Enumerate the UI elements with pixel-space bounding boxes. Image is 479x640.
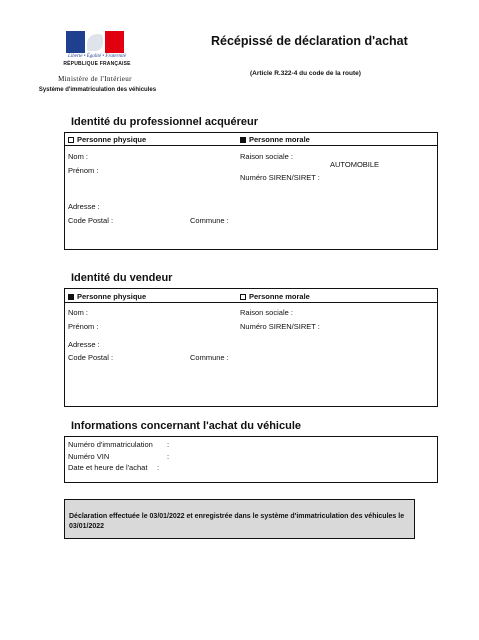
vehicle-registration-label: Numéro d'immatriculation	[68, 440, 153, 449]
buyer-city-label: Commune :	[190, 216, 229, 225]
seller-firstname-label: Prénom :	[68, 322, 99, 331]
vehicle-datetime-label: Date et heure de l'achat	[68, 463, 148, 472]
seller-name-label: Nom :	[68, 308, 89, 317]
checkbox-checked-icon[interactable]	[240, 137, 246, 143]
buyer-company-label: Raison sociale :	[240, 152, 293, 161]
buyer-postal-label: Code Postal :	[68, 216, 114, 225]
vehicle-vin-label: Numéro VIN	[68, 452, 110, 461]
document-title: Récépissé de déclaration d'achat	[211, 34, 408, 48]
checkbox-checked-icon[interactable]	[68, 294, 74, 300]
buyer-name-label: Nom :	[68, 152, 89, 161]
checkbox-unchecked-icon[interactable]	[240, 294, 246, 300]
vehicle-vin-colon: :	[167, 452, 170, 461]
checkbox-unchecked-icon[interactable]	[68, 137, 74, 143]
buyer-section-title: Identité du professionnel acquéreur	[71, 116, 259, 128]
vehicle-registration-colon: :	[167, 440, 170, 449]
seller-header-divider	[64, 302, 438, 303]
seller-siren-label: Numéro SIREN/SIRET :	[240, 322, 320, 331]
system-label: Système d'immatriculation des véhicules	[38, 87, 157, 93]
buyer-natural-person-option[interactable]: Personne physique	[68, 135, 146, 144]
seller-company-label: Raison sociale :	[240, 308, 293, 317]
buyer-box	[64, 132, 438, 250]
buyer-company-value: AUTOMOBILE	[330, 160, 380, 169]
seller-natural-person-option[interactable]: Personne physique	[68, 292, 146, 301]
buyer-address-label: Adresse :	[68, 202, 100, 211]
buyer-firstname-label: Prénom :	[68, 166, 99, 175]
vehicle-section-title: Informations concernant l'achat du véhicule	[71, 420, 301, 432]
seller-section-title: Identité du vendeur	[71, 272, 173, 284]
declaration-summary-text: Déclaration effectuée le 03/01/2022 et enregistrée dans le système d'immatriculation des véhicules le 03/01/2022	[69, 513, 405, 530]
motto: Liberté • Égalité • Fraternité	[68, 54, 126, 59]
seller-postal-label: Code Postal :	[68, 353, 114, 362]
marianne-profile-icon	[87, 34, 103, 51]
ministry-label: Ministère de l'Intérieur	[58, 75, 132, 83]
buyer-header-divider	[64, 145, 438, 146]
vehicle-datetime-colon: :	[157, 463, 160, 472]
document-reference: (Article R.322-4 du code de la route)	[250, 70, 361, 77]
marianne-logo	[66, 31, 124, 53]
seller-legal-person-option[interactable]: Personne morale	[240, 292, 310, 301]
buyer-legal-person-option[interactable]: Personne morale	[240, 135, 310, 144]
buyer-siren-label: Numéro SIREN/SIRET :	[240, 173, 320, 182]
seller-address-label: Adresse :	[68, 340, 100, 349]
seller-box	[64, 288, 438, 407]
republic-label: RÉPUBLIQUE FRANÇAISE	[63, 61, 131, 67]
seller-city-label: Commune :	[190, 353, 229, 362]
